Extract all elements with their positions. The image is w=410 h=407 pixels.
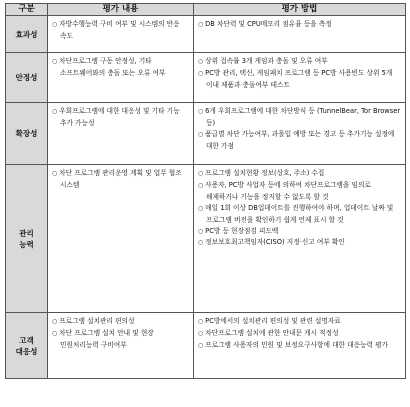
row-content xyxy=(48,165,194,313)
method-item xyxy=(198,68,401,91)
method-text: PC방 관리, 택신, 게임패치 프로그램 등 PC방 사용빈도 상위 5개 이내 제품과 충돌여부 테스트 xyxy=(205,68,393,89)
method-item xyxy=(198,328,401,340)
method-text: 차단프로그램 설치에 관한 안내문 게시 적정성 xyxy=(205,328,339,337)
content-text: 차단프로그램 구동 안정성, 기타 소프트웨어와의 충돌 또는 오류 여부 xyxy=(59,57,166,77)
bullet-icon: ○ xyxy=(198,69,206,77)
bullet-icon: ○ xyxy=(52,318,60,325)
method-text: 상위 접속률 3개 게임과 충돌 및 오류 여부 xyxy=(205,57,328,65)
row-method xyxy=(194,53,406,103)
content-item xyxy=(52,56,189,79)
bullet-icon: ○ xyxy=(198,329,206,337)
method-text: 사용자, PC방 사업자 등에 의하여 차단프로그램을 임의로 해제하거나 기능을 정지할 수 없도록 할 것 xyxy=(205,180,371,201)
method-item xyxy=(198,203,401,226)
method-text: PC방 등 현장점검 피드백 xyxy=(205,226,279,235)
row-category xyxy=(6,313,48,379)
method-item xyxy=(198,226,401,238)
row-content xyxy=(48,103,194,165)
row-method xyxy=(194,313,406,379)
content-item xyxy=(52,19,189,42)
header-category: 구분 xyxy=(6,4,48,16)
content-text: 차단 프로그램 관리운영 계획 및 업무 협조 시스템 xyxy=(59,169,182,189)
content-item xyxy=(52,106,189,129)
method-text: DB 차단력 및 CPU메모리 점유율 등을 측정 xyxy=(205,20,332,28)
bullet-icon: ○ xyxy=(198,204,206,212)
row-category xyxy=(6,53,48,103)
bullet-icon: ○ xyxy=(198,227,206,235)
content-text: 자방수행능력 구비 여부 및 시스템의 반응 속도 xyxy=(59,20,180,40)
bullet-icon: ○ xyxy=(198,130,206,138)
row-method xyxy=(194,16,406,53)
method-item xyxy=(198,237,401,249)
bullet-icon: ○ xyxy=(198,170,206,177)
method-item xyxy=(198,340,401,352)
category-label: 능력 xyxy=(19,239,34,249)
table-row xyxy=(6,313,406,379)
method-text: 프로그램 사용자의 민원 및 보정요구사항에 대한 대응능력 평가 xyxy=(205,340,388,349)
category-label: 효과성 xyxy=(15,29,38,39)
row-category xyxy=(6,165,48,313)
content-text: 우회프로그램에 대한 대응성 및 기타 기능 추가 가능성 xyxy=(59,107,180,127)
bullet-icon: ○ xyxy=(52,170,60,177)
category-label: 고객 xyxy=(19,335,34,345)
category-label: 안정성 xyxy=(15,73,38,82)
table-row xyxy=(6,16,406,53)
method-item xyxy=(198,129,401,152)
row-content xyxy=(48,16,194,53)
content-item xyxy=(52,316,189,328)
method-item xyxy=(198,180,401,203)
category-label: 확장성 xyxy=(15,129,38,138)
bullet-icon: ○ xyxy=(52,21,60,28)
evaluation-table xyxy=(5,3,406,379)
method-text: 정보보호최고책임자(CISO) 지정·신고 여부 확인 xyxy=(205,238,345,247)
content-text: 차단 프로그램 설치 안내 및 현장 민원처리능력 구비여부 xyxy=(59,328,154,349)
bullet-icon: ○ xyxy=(52,329,60,337)
row-content xyxy=(48,53,194,103)
method-item xyxy=(198,106,401,129)
bullet-icon: ○ xyxy=(198,58,206,65)
table-row xyxy=(6,53,406,103)
bullet-icon: ○ xyxy=(198,21,206,28)
bullet-icon: ○ xyxy=(52,108,60,115)
bullet-icon: ○ xyxy=(198,341,206,349)
method-text: 매일 1회 이상 DB업데이트를 진행하여야 하며, 업데이트 날짜 및 프로그램 버전을 확인하기 쉽게 언제 표시 할 것 xyxy=(205,203,394,224)
method-item xyxy=(198,56,401,68)
row-content xyxy=(48,313,194,379)
header-row xyxy=(6,4,406,16)
content-item xyxy=(52,168,189,191)
content-item xyxy=(52,328,189,351)
method-text: 6개 우회프로그램에 대한 차단방식 등 (TunnelBear, Tor Browser 등) xyxy=(205,107,401,127)
category-label: 대응성 xyxy=(15,346,38,356)
row-category xyxy=(6,103,48,165)
row-method xyxy=(194,165,406,313)
content-text: 프로그램 설치관리 편의성 xyxy=(59,317,135,325)
bullet-icon: ○ xyxy=(198,318,206,325)
row-method xyxy=(194,103,406,165)
method-text: 품급별 차단 가능여부, 과몰입 예방 또는 경고 등 추가기능 설정에 대한 가점 xyxy=(205,129,395,150)
method-item xyxy=(198,19,401,31)
bullet-icon: ○ xyxy=(198,239,206,247)
row-category xyxy=(6,16,48,53)
table-row xyxy=(6,103,406,165)
header-content: 평가 내용 xyxy=(48,4,194,16)
method-text: 프로그램 설치현황 정보(상호, 주소) 수집 xyxy=(205,169,325,177)
bullet-icon: ○ xyxy=(198,181,206,189)
method-item xyxy=(198,168,401,180)
table-row xyxy=(6,165,406,313)
bullet-icon: ○ xyxy=(198,108,206,115)
evaluation-table-container xyxy=(5,3,405,379)
bullet-icon: ○ xyxy=(52,58,60,65)
header-method: 평가 방법 xyxy=(194,4,406,16)
method-text: PC방에서의 설치관리 편의성 및 관련 설명자료 xyxy=(205,317,341,325)
category-label: 관리 xyxy=(19,228,34,238)
method-item xyxy=(198,316,401,328)
